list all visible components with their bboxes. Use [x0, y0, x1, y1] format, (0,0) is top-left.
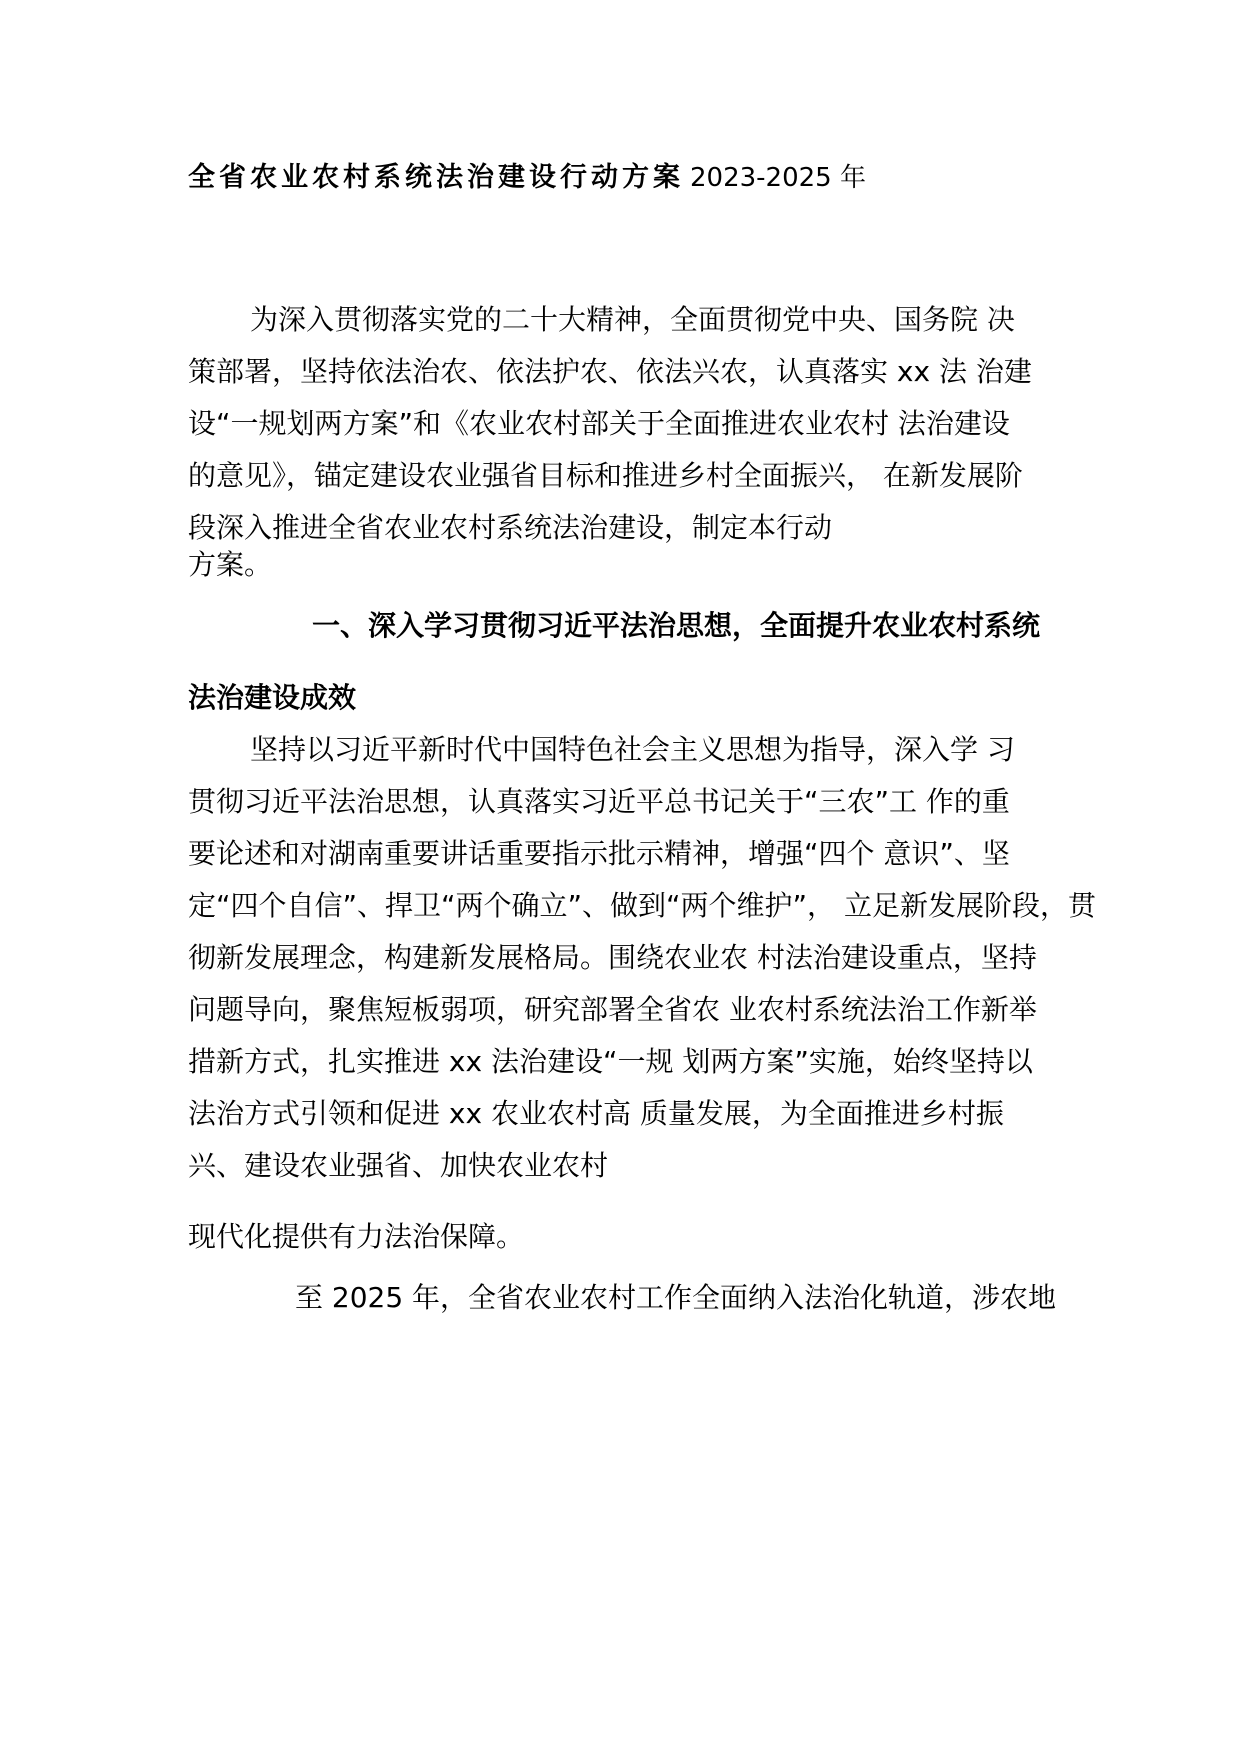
intro-line-4: 的意见》，锚定建设农业强省目标和推进乡村全面振兴， 在新发展阶: [188, 459, 1023, 492]
section-1-line-5: 彻新发展理念，构建新发展格局。围绕农业农 村法治建设重点，坚持: [188, 941, 1037, 974]
intro-line-2: 策部署，坚持依法治农、依法护农、依法兴农，认真落实 xx 法 治建: [188, 355, 1032, 388]
section-1-line-9: 兴、建设农业强省、加快农业农村: [188, 1149, 609, 1182]
intro-line-3: 设“一规划两方案”和《农业农村部关于全面推进农业农村 法治建设: [188, 407, 1010, 440]
section-1-line-8: 法治方式引领和促进 xx 农业农村高 质量发展，为全面推进乡村振: [188, 1097, 1004, 1130]
intro-line-6: 方案。: [188, 548, 273, 581]
section-1-line-3: 要论述和对湖南重要讲话重要指示批示精神，增强“四个 意识”、坚: [188, 837, 1010, 870]
section-1-line-10: 现代化提供有力法治保障。: [188, 1220, 525, 1253]
closing-line: 至 2025 年，全省农业农村工作全面纳入法治化轨道，涉农地: [295, 1281, 1057, 1314]
intro-line-1: 为深入贯彻落实党的二十大精神，全面贯彻党中央、国务院 决: [250, 303, 1015, 336]
intro-line-5: 段深入推进全省农业农村系统法治建设，制定本行动: [188, 511, 833, 544]
section-1-line-7: 措新方式，扎实推进 xx 法治建设“一规 划两方案”实施，始终坚持以: [188, 1045, 1033, 1078]
section-1-line-6: 问题导向，聚焦短板弱项，研究部署全省农 业农村系统法治工作新举: [188, 993, 1037, 1026]
section-1-line-1: 坚持以习近平新时代中国特色社会主义思想为指导，深入学 习: [250, 733, 1015, 766]
document-title: [188, 158, 866, 198]
section-1-heading-line-1: 一、深入学习贯彻习近平法治思想，全面提升农业农村系统: [312, 609, 1041, 642]
title-text: 全省农业农村系统法治建设行动方案: [188, 162, 684, 193]
section-1-line-2: 贯彻习近平法治思想，认真落实习近平总书记关于“三农”工 作的重: [188, 785, 1010, 818]
section-1-line-4: 定“四个自信”、捍卫“两个确立”、做到“两个维护”， 立足新发展阶段，贯: [188, 889, 1096, 922]
title-year: 2023-2025 年: [690, 163, 866, 193]
section-1-heading-line-2: 法治建设成效: [188, 681, 357, 714]
